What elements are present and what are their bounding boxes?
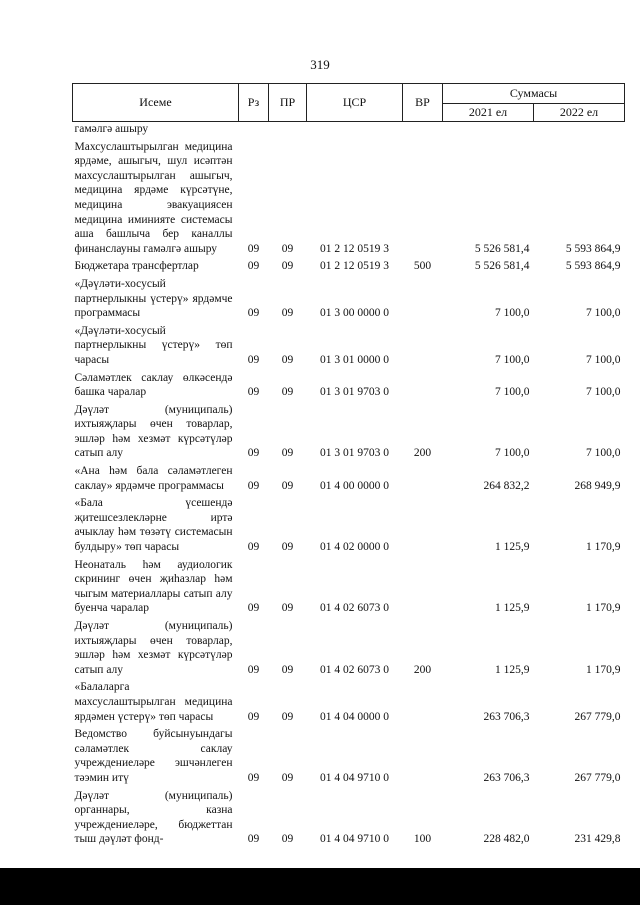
cell-pr <box>269 122 307 137</box>
cell-2021: 7 100,0 <box>495 447 530 460</box>
cell-2022: 1 170,9 <box>586 602 621 615</box>
cell-2022: 268 949,9 <box>574 479 621 492</box>
cell-rz <box>239 122 269 137</box>
cell-vr <box>403 321 443 368</box>
cell-csr <box>307 122 403 137</box>
table-row <box>73 493 625 554</box>
cell-rz: 09 <box>247 602 260 615</box>
cell-name: Неонаталь һәм аудиологик скрининг өчен җиһазлар һәм чыгым материаллары сатып алу буенча чаралар <box>74 558 233 615</box>
cell-vr <box>403 555 443 616</box>
cell-rz: 09 <box>247 479 260 492</box>
cell-2021: 228 482,0 <box>483 833 530 846</box>
cell-vr <box>403 368 443 400</box>
cell-2021: 263 706,3 <box>483 771 530 784</box>
cell-csr: 01 3 01 0000 0 <box>320 353 389 366</box>
cell-2021: 264 832,2 <box>483 479 530 492</box>
table-row <box>73 724 625 785</box>
table-row <box>73 122 625 137</box>
cell-rz: 09 <box>247 353 260 366</box>
header-name: Исеме <box>73 84 239 122</box>
cell-vr <box>403 724 443 785</box>
cell-name: «Ана һәм бала сәламәтлеген саклау» ярдәмче программасы <box>74 465 233 492</box>
cell-2022: 7 100,0 <box>586 447 621 460</box>
cell-name: Дәүләт (муниципаль) ихтыяҗлары өчен товарлар, эшләр һәм хезмәт күрсәтүләр сатып алу <box>74 403 233 460</box>
cell-csr: 01 4 04 9710 0 <box>320 771 389 784</box>
cell-vr <box>403 677 443 724</box>
cell-pr: 09 <box>281 710 294 723</box>
cell-2021: 7 100,0 <box>495 307 530 320</box>
cell-vr <box>403 461 443 493</box>
cell-pr: 09 <box>281 479 294 492</box>
cell-csr: 01 3 00 0000 0 <box>320 307 389 320</box>
cell-vr: 200 <box>413 447 432 460</box>
cell-2022: 5 593 864,9 <box>565 242 621 255</box>
cell-2022: 231 429,8 <box>574 833 621 846</box>
page-number: 319 <box>310 57 330 72</box>
table-row <box>73 256 625 274</box>
cell-rz: 09 <box>247 710 260 723</box>
budget-table <box>72 83 625 847</box>
header-sums: Суммасы <box>443 84 625 104</box>
table-row <box>73 677 625 724</box>
header-vr: ВР <box>403 84 443 122</box>
cell-2022: 1 170,9 <box>586 663 621 676</box>
cell-2021 <box>443 122 534 137</box>
table-row <box>73 321 625 368</box>
cell-2022: 267 779,0 <box>574 710 621 723</box>
cell-pr: 09 <box>281 663 294 676</box>
cell-vr <box>403 122 443 137</box>
header-rz: Рз <box>239 84 269 122</box>
cell-pr: 09 <box>281 771 294 784</box>
cell-csr: 01 2 12 0519 3 <box>320 260 389 273</box>
cell-name: «Балаларга махсуслаштырылган медицина ярдәмен үстерү» төп чарасы <box>74 681 233 723</box>
cell-csr: 01 2 12 0519 3 <box>320 242 389 255</box>
cell-name: «Дәүләти-хосусый партнерлыкны үстерү» төп чарасы <box>74 324 233 366</box>
table-row <box>73 555 625 616</box>
cell-rz: 09 <box>247 260 260 273</box>
header-year-2022: 2022 ел <box>534 104 625 122</box>
header-csr: ЦСР <box>307 84 403 122</box>
cell-rz: 09 <box>247 386 260 399</box>
cell-name: гамәлгә ашыру <box>74 123 149 135</box>
table-row <box>73 368 625 400</box>
cell-name: «Бала үсешендә җитешсезлекләрне иртә ачыклау һәм төзәтү системасын булдыру» төп чарасы <box>74 497 233 554</box>
cell-csr: 01 3 01 9703 0 <box>320 386 389 399</box>
cell-2022: 7 100,0 <box>586 386 621 399</box>
cell-csr: 01 4 02 0000 0 <box>320 541 389 554</box>
cell-rz: 09 <box>247 447 260 460</box>
cell-csr: 01 3 01 9703 0 <box>320 447 389 460</box>
table-row <box>73 786 625 847</box>
cell-name: Бюджетара трансфертлар <box>74 260 199 273</box>
cell-pr: 09 <box>281 242 294 255</box>
cell-2022: 267 779,0 <box>574 771 621 784</box>
cell-csr: 01 4 00 0000 0 <box>320 479 389 492</box>
cell-vr <box>403 137 443 257</box>
cell-name: Дәүләт (муниципаль) органнары, казна учреждениеләре, бюджеттан тыш дәүләт фонд- <box>74 789 233 846</box>
cell-2022: 7 100,0 <box>586 353 621 366</box>
table-body <box>73 122 625 847</box>
cell-2021: 5 526 581,4 <box>474 242 530 255</box>
cell-2021: 1 125,9 <box>495 663 530 676</box>
cell-pr: 09 <box>281 541 294 554</box>
table-row <box>73 274 625 321</box>
cell-pr: 09 <box>281 353 294 366</box>
table-row <box>73 400 625 461</box>
cell-csr: 01 4 02 6073 0 <box>320 663 389 676</box>
cell-2021: 263 706,3 <box>483 710 530 723</box>
cell-2021: 1 125,9 <box>495 541 530 554</box>
cell-2022: 5 593 864,9 <box>565 260 621 273</box>
cell-2021: 7 100,0 <box>495 353 530 366</box>
cell-vr: 100 <box>413 833 432 846</box>
cell-name: Сәламәтлек саклау өлкәсендә башка чаралар <box>74 371 233 399</box>
cell-2022: 1 170,9 <box>586 541 621 554</box>
cell-name: Ведомство буйсынуындагы сәламәтлек саклау учреждениеләре эшчәнлеген тәэмин итү <box>74 728 233 784</box>
cell-rz: 09 <box>247 307 260 320</box>
cell-name: «Дәүләти-хосусый партнерлыкны үстерү» ярдәмче программасы <box>74 277 233 320</box>
cell-rz: 09 <box>247 541 260 554</box>
cell-vr <box>403 493 443 554</box>
cell-pr: 09 <box>281 602 294 615</box>
cell-2022 <box>534 122 625 137</box>
table-row <box>73 461 625 493</box>
cell-rz: 09 <box>247 242 260 255</box>
cell-rz: 09 <box>247 833 260 846</box>
cell-name: Махсуслаштырылган медицина ярдәме, ашыгыч, шул исәптән махсуслаштырылган ашыгыч, медицина ярдәме күрсәтүне, медицина эвакуациясен медицина иминияте системасы аша башлыча бер каналлы финанслауны гамәлгә ашыру <box>74 140 233 255</box>
cell-pr: 09 <box>281 447 294 460</box>
cell-pr: 09 <box>281 307 294 320</box>
cell-name: Дәүләт (муниципаль) ихтыяҗлары өчен товарлар, эшләр һәм хезмәт күрсәтүләр сатып алу <box>74 620 233 676</box>
cell-rz: 09 <box>247 771 260 784</box>
cell-2022: 7 100,0 <box>586 307 621 320</box>
cell-csr: 01 4 04 9710 0 <box>320 833 389 846</box>
table-row <box>73 616 625 677</box>
scan-bottom-edge <box>0 868 640 905</box>
cell-2021: 5 526 581,4 <box>474 260 530 273</box>
table-row <box>73 137 625 257</box>
cell-vr: 500 <box>413 260 432 273</box>
cell-2021: 1 125,9 <box>495 602 530 615</box>
cell-rz: 09 <box>247 663 260 676</box>
cell-pr: 09 <box>281 260 294 273</box>
header-pr: ПР <box>269 84 307 122</box>
cell-pr: 09 <box>281 833 294 846</box>
cell-vr: 200 <box>413 663 432 676</box>
cell-csr: 01 4 04 0000 0 <box>320 710 389 723</box>
cell-vr <box>403 274 443 321</box>
cell-2021: 7 100,0 <box>495 386 530 399</box>
cell-pr: 09 <box>281 386 294 399</box>
header-year-2021: 2021 ел <box>443 104 534 122</box>
cell-csr: 01 4 02 6073 0 <box>320 602 389 615</box>
